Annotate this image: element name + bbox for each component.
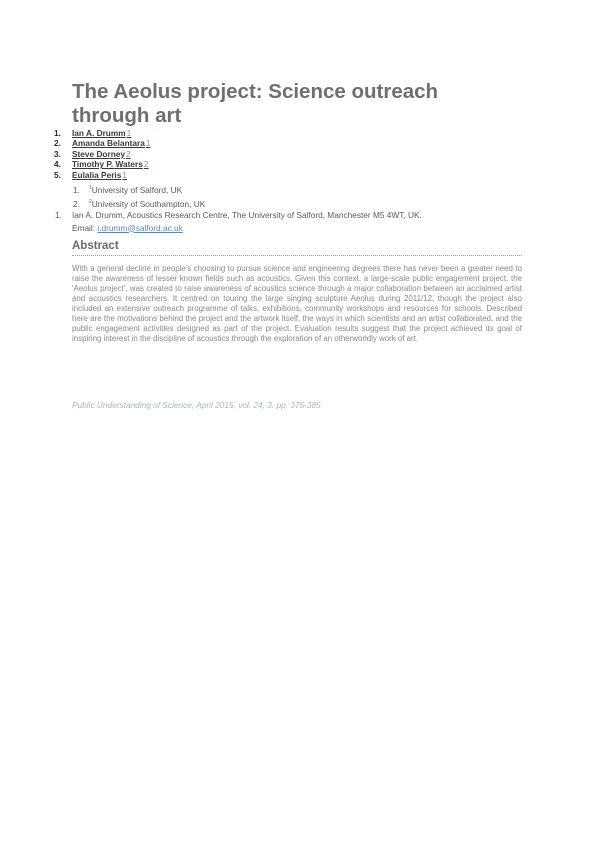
affiliation-list	[0, 183, 595, 211]
author-name[interactable]: Timothy P. Waters	[72, 159, 143, 170]
author-item	[0, 128, 595, 138]
abstract-text: With a general decline in people's choosing to pursue science and engineering degrees there has never been a greater need to raise the awareness of lesser known fields such as acoustics. Given this context, a large-scale public engagement project, the 'Aeolus project', was created to raise awareness of acoustics science through a major collaboration between an acclaimed artist and acoustics researchers. It centred on touring the large singing sculpture Aeolus during 2011/12, though the project also included an extensive outreach programme of talks, exhibitions, community workshops and resources for schools. Described here are the motivations behind the project and the artwork itself, the ways in which scientists and an artist collaborated, and the public engagement activities designed as part of the project. Evaluation results suggest that the project achieved its goal of inspiring interest in the discipline of acoustics through the exploration of an otherworldly work of art.	[72, 264, 522, 343]
author-name-link[interactable]	[72, 149, 131, 159]
affiliation-link[interactable]: 2	[143, 159, 149, 170]
author-name-link[interactable]	[72, 159, 148, 169]
author-item	[0, 149, 595, 159]
author-item	[0, 159, 595, 169]
affiliation-item	[0, 183, 595, 197]
correspondence-email-line	[72, 222, 512, 235]
abstract-divider	[72, 255, 522, 256]
author-item	[0, 138, 595, 148]
author-number: 2.	[54, 138, 61, 149]
affiliation-link[interactable]: 2	[126, 148, 131, 159]
author-list	[0, 128, 595, 180]
affiliation-name: University of Southampton, UK	[91, 199, 206, 209]
affiliation-superscript: 2	[89, 199, 92, 206]
email-label: Email:	[72, 222, 98, 233]
author-item	[0, 170, 595, 180]
author-name[interactable]: Steve Dorney	[72, 148, 126, 159]
author-name-link[interactable]	[72, 170, 127, 180]
citation-text: Public Understanding of Science, April 2015; vol. 24, 3: pp. 375-385	[72, 400, 321, 410]
author-name[interactable]: Eulalia Peris	[72, 169, 122, 180]
author-name-link[interactable]	[72, 138, 150, 148]
author-name-link[interactable]	[72, 128, 131, 138]
affiliation-link[interactable]: 1	[126, 128, 132, 138]
correspondence-address: Ian A. Drumm, Acoustics Research Centre, The University of Salford, Manchester M5 4WT, UK.	[72, 210, 422, 220]
paper-title: The Aeolus project: Science outreach through art	[72, 80, 439, 127]
correspondence-number: 1.	[55, 210, 62, 220]
abstract-heading: Abstract	[72, 240, 119, 252]
author-name[interactable]: Ian A. Drumm	[72, 128, 126, 138]
affiliation-number: 1.	[73, 185, 80, 195]
correspondence-text-block	[72, 209, 512, 234]
email-link[interactable]: i.drumm@salford.ac.uk	[97, 222, 183, 233]
affiliation-superscript: 1	[89, 185, 92, 192]
author-number: 5.	[54, 169, 61, 180]
author-number: 3.	[54, 148, 61, 159]
affiliation-text	[89, 183, 182, 197]
affiliation-name: University of Salford, UK	[91, 185, 183, 195]
author-name[interactable]: Amanda Belantara	[72, 138, 145, 149]
author-number: 1.	[54, 128, 61, 138]
affiliation-number: 2.	[73, 199, 80, 209]
affiliation-link[interactable]: 1	[145, 138, 151, 149]
affiliation-link[interactable]: 1	[122, 169, 127, 180]
author-number: 4.	[54, 159, 61, 170]
